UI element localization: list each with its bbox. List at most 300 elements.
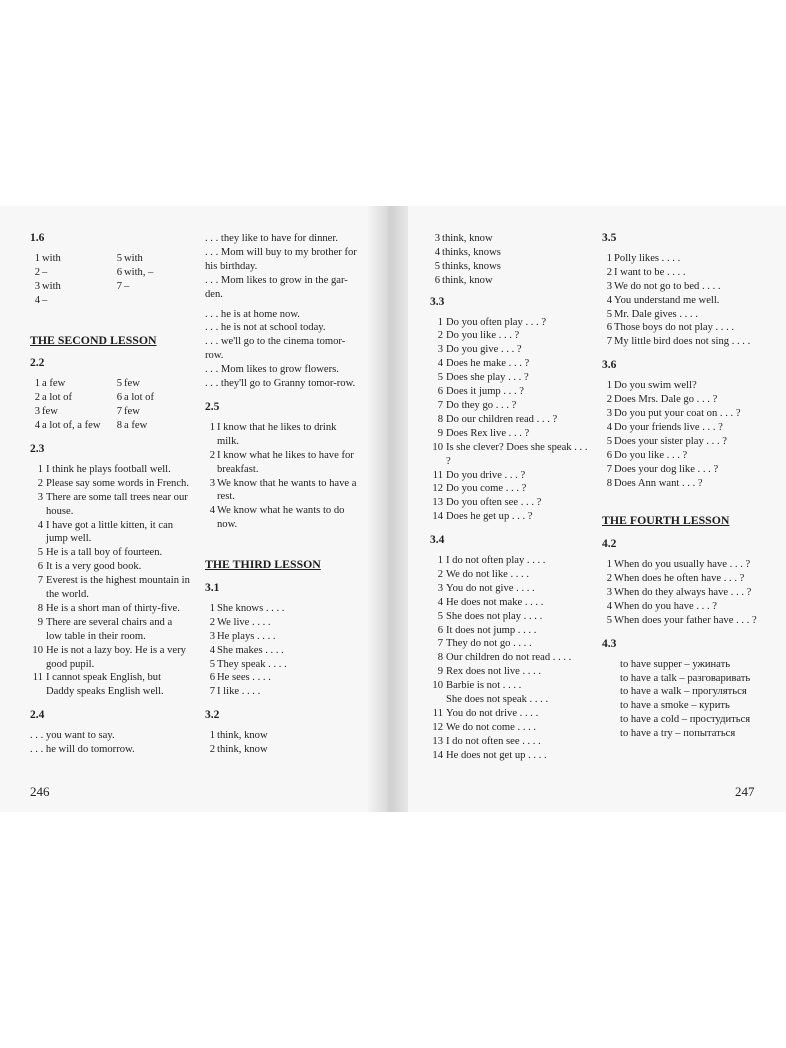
list-item [430, 469, 590, 483]
item-number: 2 [606, 394, 612, 406]
item-number: 1 [209, 602, 215, 614]
item-number: 1 [437, 316, 443, 328]
item-number: 6 [606, 322, 612, 334]
item-number: 7 [606, 336, 612, 348]
list-item [430, 693, 590, 707]
item-number: 7 [437, 399, 443, 411]
item-number: 3 [606, 407, 612, 419]
list-item [112, 252, 190, 266]
text-line: . . . they'll go to Granny tomor-row. [205, 378, 356, 390]
exercise-2-4-continued-b [205, 308, 360, 391]
list-item [602, 321, 762, 335]
exercise-4-3-list [602, 658, 762, 741]
item-number: 7 [116, 280, 122, 292]
item-number: 2 [606, 266, 612, 278]
exercise-2-4-continued-a [205, 232, 360, 302]
left-page-column-1 [30, 232, 190, 757]
right-page-column-1 [430, 232, 590, 763]
exercise-3-6-list [602, 379, 762, 490]
item-number: 6 [437, 386, 443, 398]
list-item [430, 316, 590, 330]
item-text: There are several chairs and a low table in their room. [46, 616, 173, 642]
item-text: a lot of [124, 392, 155, 404]
item-text: I like . . . . [217, 686, 261, 698]
item-text: Those boys do not play . . . . [614, 322, 735, 334]
item-text: I think he plays football well. [46, 463, 171, 475]
item-text: Rex does not live . . . . [446, 666, 542, 678]
item-number: 1 [209, 421, 215, 433]
text-line: . . . Mom likes to grow flowers. [205, 364, 339, 376]
item-text: Does Ann want . . . ? [614, 477, 703, 489]
list-item [602, 463, 762, 477]
item-text: It does not jump . . . . [446, 624, 537, 636]
item-number: 13 [432, 497, 443, 509]
list-item [205, 743, 360, 757]
item-text: Does Rex live . . . ? [446, 427, 530, 439]
item-text: I do not often see . . . . [446, 735, 541, 747]
item-text: few [42, 406, 58, 418]
item-text: Our children do not read . . . . [446, 652, 572, 664]
item-text: We do not like . . . . [446, 568, 530, 580]
item-text: think, know [217, 730, 268, 742]
list-item [430, 260, 590, 274]
item-number: 13 [432, 735, 443, 747]
exercise-3-4-list [430, 554, 590, 763]
item-text: Do you like . . . ? [614, 449, 688, 461]
item-number: 3 [34, 280, 40, 292]
item-text: When does your father have . . . ? [614, 614, 757, 626]
lesson-title: THE SECOND LESSON [30, 332, 157, 347]
item-number: 1 [437, 555, 443, 567]
exercise-2-5-list [205, 421, 360, 532]
list-item [430, 232, 590, 246]
item-number: 5 [606, 614, 612, 626]
item-number: 6 [437, 624, 443, 636]
item-text: They speak . . . . [217, 658, 287, 670]
item-text: He is a short man of thirty-five. [46, 602, 180, 614]
item-text: She does not speak . . . . [446, 694, 549, 706]
section-heading: 3.3 [430, 295, 445, 308]
item-text: Does your sister play . . . ? [614, 435, 727, 447]
item-text: few [124, 378, 140, 390]
item-text: – [42, 266, 48, 278]
list-item [112, 419, 190, 433]
item-text: Do you like . . . ? [446, 330, 520, 342]
lesson-title: THE THIRD LESSON [205, 557, 321, 572]
list-item [602, 572, 762, 586]
item-text: Does Mrs. Dale go . . . ? [614, 394, 718, 406]
list-item [602, 335, 762, 349]
item-number: 8 [437, 652, 443, 664]
item-number: 3 [437, 344, 443, 356]
list-item [430, 610, 590, 624]
list-item [602, 435, 762, 449]
section-heading: 3.5 [602, 232, 617, 244]
item-text: a lot of, a few [42, 420, 101, 432]
item-text: I do not often play . . . . [446, 555, 546, 567]
item-number: 3 [209, 477, 215, 489]
item-text: think, know [217, 744, 268, 756]
item-number: 2 [34, 266, 40, 278]
item-text: with [124, 252, 143, 264]
item-number: 12 [432, 483, 443, 495]
list-item [602, 421, 762, 435]
item-number: 8 [437, 413, 443, 425]
list-item [602, 393, 762, 407]
list-item [602, 600, 762, 614]
list-item [205, 671, 360, 685]
item-text: with [42, 252, 61, 264]
item-text: He does not get up . . . . [446, 749, 547, 761]
section-heading: 4.3 [602, 637, 617, 650]
list-item [602, 558, 762, 572]
item-number: 7 [116, 406, 122, 418]
list-item [430, 735, 590, 749]
list-item [205, 630, 360, 644]
list-item [205, 477, 360, 505]
list-item [430, 413, 590, 427]
list-item [30, 574, 190, 602]
list-item [205, 658, 360, 672]
item-text: a few [42, 378, 66, 390]
left-page-column-2 [205, 232, 360, 757]
item-number: 3 [434, 233, 440, 244]
item-text: I want to be . . . . [614, 266, 686, 278]
item-number: 6 [209, 672, 215, 684]
list-item [430, 596, 590, 610]
item-text: Is she clever? Does she speak . . . ? [446, 441, 588, 467]
list-item [430, 637, 590, 651]
item-text: think, know [442, 274, 493, 286]
list-item [430, 371, 590, 385]
section-heading: 3.4 [430, 534, 445, 547]
item-text: Do you come . . . ? [446, 483, 527, 495]
list-item [30, 463, 190, 477]
list-item [30, 671, 190, 699]
text-line: . . . Mom likes to grow in the gar-den. [205, 274, 348, 300]
item-number: 5 [209, 658, 215, 670]
item-text: Does she play . . . ? [446, 372, 529, 384]
item-number: 2 [437, 330, 443, 342]
text-line: . . . he will do tomorrow. [30, 744, 135, 756]
page-number: 246 [30, 784, 50, 799]
item-text: with, – [124, 266, 154, 278]
item-text: We do not come . . . . [446, 721, 537, 733]
exercise-2-3-list [30, 463, 190, 699]
exercise-2-4-list [30, 729, 190, 757]
list-item [430, 399, 590, 413]
item-text: Do they go . . . ? [446, 399, 517, 411]
list-item [30, 405, 108, 419]
list-item [30, 477, 190, 491]
item-number: 2 [209, 449, 215, 461]
item-number: 6 [116, 266, 122, 278]
section-heading: 2.5 [205, 400, 220, 413]
list-item [30, 491, 190, 519]
item-number: 7 [437, 638, 443, 650]
item-text: She knows . . . . [217, 602, 285, 614]
item-text: She makes . . . . [217, 644, 284, 656]
item-text: My little bird does not sing . . . . [614, 336, 751, 348]
list-item [30, 602, 190, 616]
item-number: 9 [437, 666, 443, 678]
item-text: think, know [442, 233, 493, 244]
item-text: Do your friends live . . . ? [614, 421, 723, 433]
item-text: Everest is the highest mountain in the world. [46, 575, 190, 601]
item-text: We live . . . . [217, 616, 271, 628]
exercise-2-2-list [30, 377, 190, 433]
item-text: He does not make . . . . [446, 596, 544, 608]
list-item [602, 379, 762, 393]
item-number: 11 [32, 672, 43, 684]
item-number: 7 [37, 575, 43, 587]
list-item [602, 586, 762, 600]
item-number: 8 [37, 602, 43, 614]
text-line: . . . we'll go to the cinema tomor-row. [205, 336, 346, 362]
item-number: 5 [606, 308, 612, 320]
exercise-1-6-list [30, 252, 190, 308]
item-text: Barbie is not . . . . [446, 680, 522, 692]
item-text: She does not play . . . . [446, 610, 543, 622]
list-item [430, 679, 590, 693]
list-item [430, 651, 590, 665]
item-text: You do not give . . . . [446, 582, 535, 594]
item-number: 4 [434, 246, 440, 258]
item-text: I know what he likes to have for breakfast. [217, 449, 354, 475]
text-line: to have a walk – прогуляться [620, 686, 747, 698]
item-number: 8 [606, 477, 612, 489]
item-text: There are some tall trees near our house. [46, 491, 188, 517]
item-text: We know that he wants to have a rest. [217, 477, 357, 503]
item-text: Does it jump . . . ? [446, 386, 524, 398]
item-number: 5 [606, 435, 612, 447]
list-item [430, 343, 590, 357]
item-number: 8 [116, 420, 122, 432]
list-item [430, 554, 590, 568]
list-item [30, 294, 108, 308]
exercise-3-1-list [205, 602, 360, 699]
item-text: Does your dog like . . . ? [614, 463, 719, 475]
list-item [30, 519, 190, 547]
item-text: Do our children read . . . ? [446, 413, 558, 425]
section-heading: 1.6 [30, 232, 45, 244]
list-item [430, 568, 590, 582]
item-text: When do they always have . . . ? [614, 587, 752, 599]
item-number: 4 [606, 600, 612, 612]
item-text: I cannot speak English, but Daddy speaks English well. [46, 672, 164, 698]
item-text: a lot of [42, 392, 73, 404]
item-text: Do you swim well? [614, 380, 697, 392]
text-line: . . . Mom will buy to my brother for his birthday. [205, 246, 357, 272]
item-text: Do you drive . . . ? [446, 469, 526, 481]
item-number: 5 [434, 260, 440, 272]
section-heading: 4.2 [602, 538, 617, 551]
item-number: 11 [432, 469, 443, 481]
list-item [30, 280, 108, 294]
list-item [30, 266, 108, 280]
exercise-3-3-list [430, 316, 590, 525]
item-text: When do you have . . . ? [614, 600, 717, 612]
item-text: It is a very good book. [46, 561, 142, 573]
section-heading: 2.4 [30, 709, 45, 722]
item-number: 1 [606, 252, 612, 264]
list-item [112, 294, 190, 308]
text-line: to have a talk – разговаривать [620, 672, 751, 684]
item-number: 6 [37, 561, 43, 573]
list-item [205, 449, 360, 477]
item-text: We do not go to bed . . . . [614, 280, 721, 292]
list-item [430, 357, 590, 371]
item-number: 10 [432, 680, 443, 692]
exercise-3-5-list [602, 252, 762, 349]
item-text: Does he get up . . . ? [446, 511, 533, 523]
list-item [112, 391, 190, 405]
item-number: 4 [209, 505, 215, 517]
item-text: Does he make . . . ? [446, 358, 530, 370]
section-heading: 3.6 [602, 359, 617, 372]
item-number: 14 [432, 511, 443, 523]
item-number: 5 [437, 610, 443, 622]
item-number: 6 [434, 274, 440, 286]
list-item [430, 721, 590, 735]
item-text: When do you usually have . . . ? [614, 559, 751, 571]
item-number: 1 [34, 378, 40, 390]
text-line: . . . you want to say. [30, 730, 115, 742]
list-item [430, 274, 590, 288]
text-line: to have a smoke – курить [620, 700, 730, 712]
list-item [430, 624, 590, 638]
item-number: 7 [606, 463, 612, 475]
list-item [430, 482, 590, 496]
item-text: thinks, knows [442, 246, 501, 258]
item-number: 9 [437, 427, 443, 439]
item-number: 10 [432, 441, 443, 453]
item-number: 3 [606, 280, 612, 292]
item-number: 5 [437, 372, 443, 384]
item-number: 1 [37, 463, 43, 475]
list-item [430, 496, 590, 510]
list-item [205, 685, 360, 699]
item-number: 1 [34, 252, 40, 264]
list-item [30, 419, 108, 433]
text-line: . . . he is not at school today. [205, 322, 326, 334]
text-line: to have supper – ужинать [620, 658, 731, 670]
item-number: 4 [34, 420, 40, 432]
item-number: 2 [34, 392, 40, 404]
item-number: 7 [209, 686, 215, 698]
list-item [205, 616, 360, 630]
item-text: I know that he likes to drink milk. [217, 421, 337, 447]
item-number: 14 [432, 749, 443, 761]
list-item [30, 616, 190, 644]
item-number: 6 [116, 392, 122, 404]
list-item [602, 308, 762, 322]
item-text: with [42, 280, 61, 292]
item-text: Mr. Dale gives . . . . [614, 308, 698, 320]
list-item [30, 377, 108, 391]
item-text: Polly likes . . . . [614, 252, 681, 264]
item-number: 5 [116, 378, 122, 390]
list-item [430, 441, 590, 469]
item-text: thinks, knows [442, 260, 501, 272]
item-text: He sees . . . . [217, 672, 271, 684]
item-text: They do not go . . . . [446, 638, 532, 650]
list-item [602, 407, 762, 421]
page-number: 247 [735, 784, 755, 799]
item-number: 5 [37, 547, 43, 559]
list-item [112, 266, 190, 280]
list-item [30, 546, 190, 560]
item-number: 10 [32, 644, 43, 656]
text-line: to have a try – попытаться [620, 728, 736, 740]
item-number: 1 [606, 380, 612, 392]
list-item [205, 729, 360, 743]
item-number: 6 [606, 449, 612, 461]
item-number: 3 [606, 587, 612, 599]
list-item [112, 405, 190, 419]
list-item [430, 329, 590, 343]
item-number: 4 [606, 421, 612, 433]
list-item [602, 252, 762, 266]
item-number: 5 [116, 252, 122, 264]
item-number: 4 [606, 294, 612, 306]
book-spine [368, 206, 408, 812]
item-text: Do you put your coat on . . . ? [614, 407, 741, 419]
section-heading: 3.1 [205, 582, 220, 595]
list-item [430, 385, 590, 399]
item-number: 3 [34, 406, 40, 418]
item-number: 3 [37, 491, 43, 503]
item-number: 2 [606, 573, 612, 585]
item-text: few [124, 406, 140, 418]
list-item [602, 294, 762, 308]
item-text: He is not a lazy boy. He is a very good pupil. [46, 644, 186, 670]
list-item [205, 602, 360, 616]
text-line: to have a cold – простудиться [620, 714, 751, 726]
item-text: – [42, 294, 48, 306]
item-text: – [124, 280, 130, 292]
item-text: Please say some words in French. [46, 477, 189, 489]
list-item [602, 280, 762, 294]
section-heading: 3.2 [205, 709, 220, 722]
item-text: I have got a little kitten, it can jump well. [46, 519, 174, 545]
item-number: 2 [209, 744, 215, 756]
exercise-3-2-list [205, 729, 360, 757]
list-item [430, 510, 590, 524]
item-number: 4 [209, 644, 215, 656]
item-number: 3 [209, 630, 215, 642]
right-page-column-2 [602, 232, 762, 741]
item-number: 2 [209, 616, 215, 628]
list-item [30, 560, 190, 574]
item-text: a few [124, 420, 148, 432]
item-number: 1 [606, 559, 612, 571]
list-item [205, 644, 360, 658]
exercise-4-2-list [602, 558, 762, 628]
item-number: 4 [37, 519, 43, 531]
list-item [430, 582, 590, 596]
item-text: You do not drive . . . . [446, 708, 539, 719]
list-item [602, 449, 762, 463]
exercise-3-2-continued [430, 232, 590, 288]
item-text: You understand me well. [614, 294, 720, 306]
item-text: When does he often have . . . ? [614, 573, 745, 585]
item-number: 11 [432, 708, 443, 719]
list-item [430, 665, 590, 679]
list-item [205, 504, 360, 532]
list-item [30, 391, 108, 405]
item-text: We know what he wants to do now. [217, 505, 345, 531]
